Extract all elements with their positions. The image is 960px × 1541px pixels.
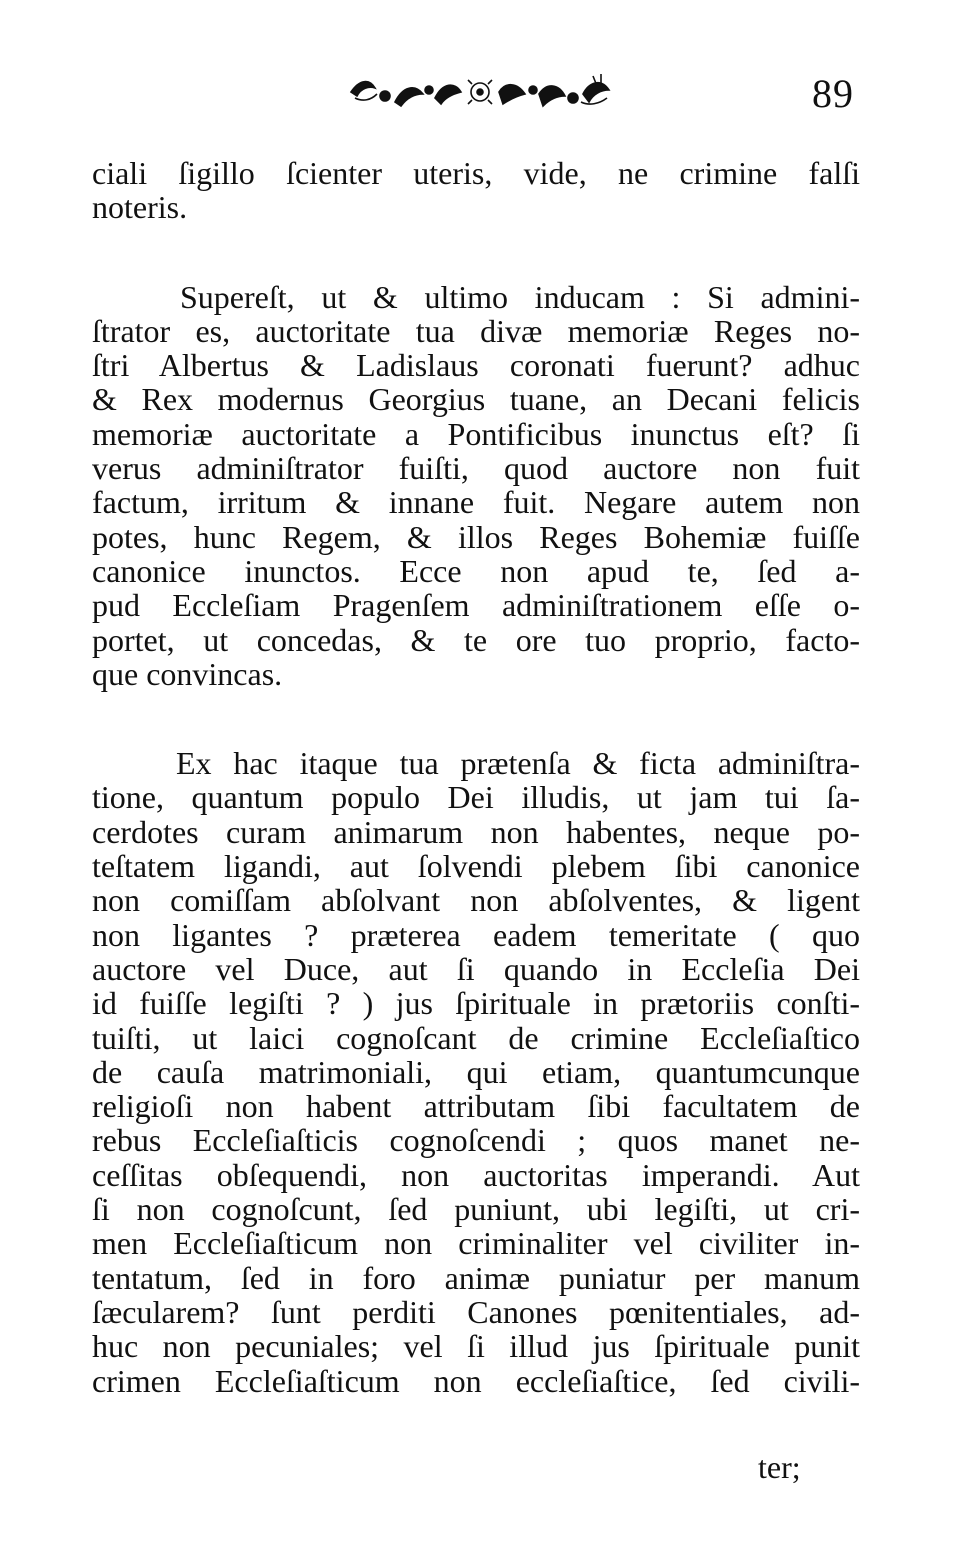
text-line: canonice inunctos. Ecce non apud te, ſed a-	[92, 552, 860, 589]
text-line: que convincas.	[92, 655, 283, 692]
text-line: crimen Eccleſiaſticum non eccleſiaſtice, ſed civili-	[92, 1362, 860, 1399]
text-line: & Rex modernus Georgius tuane, an Decani felicis	[92, 381, 860, 418]
paragraph-3	[92, 746, 860, 1398]
text-line: de cauſa matrimoniali, qui etiam, quantumcunque	[92, 1053, 860, 1090]
body-text	[92, 156, 860, 1398]
text-line: ſtri Albertus & Ladislaus coronati fuerunt? adhuc	[92, 347, 860, 384]
page-number: 89	[812, 71, 854, 116]
text-line: rebus Eccleſiaſticis cognoſcendi ; quos manet ne-	[92, 1122, 860, 1159]
text-line: auctore vel Duce, aut ſi quando in Eccleſia Dei	[92, 950, 860, 987]
paragraph-2	[92, 280, 860, 692]
text-line: ſæcularem? ſunt perditi Canones pœnitentiales, ad-	[92, 1293, 860, 1330]
text-line: non comiſſam abſolvant non abſolventes, & ligent	[92, 882, 860, 919]
text-line: tentatum, ſed in foro animæ puniatur per manum	[92, 1259, 860, 1296]
text-line: Ex hac itaque tua prætenſa & ficta adminiſtra-	[176, 745, 860, 782]
text-line: ſtrator es, auctoritate tua divæ memoriæ Reges no-	[92, 312, 860, 349]
text-line: tuiſti, ut laici cognoſcant de crimine Eccleſiaſtico	[92, 1019, 860, 1056]
text-line: ſi non cognoſcunt, ſed puniunt, ubi legiſti, ut cri-	[92, 1191, 860, 1228]
text-line: ceſſitas obſequendi, non auctoritas imperandi. Aut	[92, 1156, 860, 1193]
text-line: teſtatem ligandi, aut ſolvendi plebem ſibi canonice	[92, 848, 860, 885]
paragraph-1	[92, 156, 860, 225]
text-line: id fuiſſe legiſti ? ) jus ſpirituale in prætoriis conſti-	[92, 985, 860, 1022]
text-line: verus adminiſtrator fuiſti, quod auctore non fuit	[92, 450, 860, 487]
text-line: huc non pecuniales; vel ſi illud jus ſpirituale punit	[92, 1328, 860, 1365]
text-line: ciali ſigillo ſcienter uteris, vide, ne crimine falſi	[92, 155, 860, 191]
text-line: noteris.	[92, 189, 188, 226]
text-line: factum, irritum & innane fuit. Negare autem non	[92, 484, 860, 521]
catchword: ter;	[758, 1449, 801, 1485]
text-line: potes, hunc Regem, & illos Reges Bohemiæ fuiſſe	[92, 518, 860, 555]
text-line: men Eccleſiaſticum non criminaliter vel civiliter in-	[92, 1225, 860, 1262]
text-line: memoriæ auctoritate a Pontificibus inunctus eſt? ſi	[92, 415, 860, 452]
text-line: religioſi non habent attributam ſibi facultatem de	[92, 1088, 860, 1125]
headpiece-ornament	[345, 72, 615, 114]
text-line: portet, ut concedas, & te ore tuo proprio, facto-	[92, 621, 860, 658]
text-line: cerdotes curam animarum non habentes, neque po-	[92, 813, 860, 850]
text-line: pud Eccleſiam Pragenſem adminiſtrationem eſſe o-	[92, 587, 860, 624]
text-line: tione, quantum populo Dei illudis, ut jam tui ſa-	[92, 779, 860, 816]
text-line: Supereſt, ut & ultimo inducam : Si admini-	[180, 278, 860, 315]
text-line: non ligantes ? præterea eadem temeritate ( quo	[92, 916, 860, 953]
